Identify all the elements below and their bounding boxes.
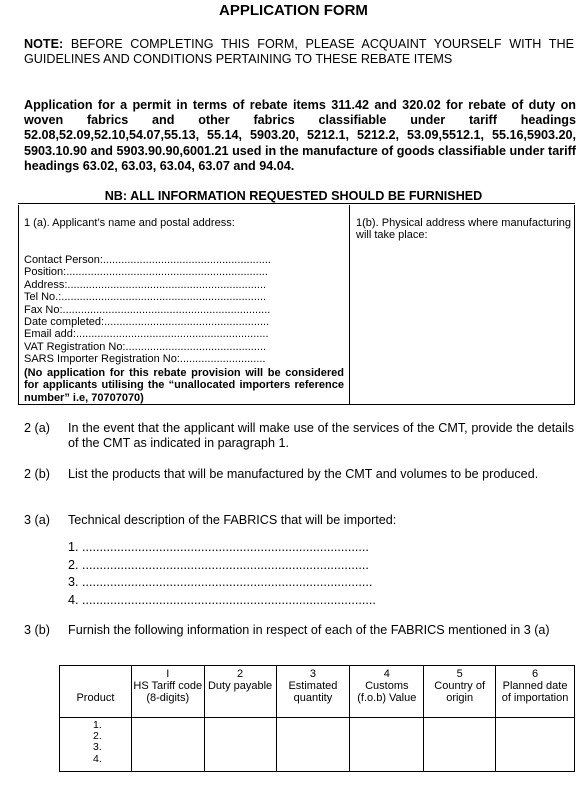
- table-header-row: [60, 666, 575, 718]
- header-estimated-quantity: 3 Estimated quantity: [276, 666, 350, 718]
- question-2a-text: In the event that the applicant will make use of the services of the CMT, provide the details of the CMT as indicated in paragraph 1.: [68, 421, 574, 451]
- note-text: BEFORE COMPLETING THIS FORM, PLEASE ACQUAINT YOURSELF WITH THE GUIDELINES AND CONDITIONS PERTAINING TO THESE REBATE ITEMS: [24, 37, 574, 66]
- question-2b-number: 2 (b): [24, 467, 50, 481]
- product-row-numbers: 1. 2. 3. 4.: [93, 719, 102, 765]
- table-row: [60, 718, 575, 772]
- applicant-box-divider: [349, 205, 350, 405]
- hs-tariff-code-cell[interactable]: [131, 718, 204, 772]
- product-cell[interactable]: [60, 718, 132, 772]
- question-3a-text: Technical description of the FABRICS that will be imported:: [68, 513, 397, 527]
- header-product: Product: [60, 666, 132, 718]
- question-3b-number: 3 (b): [24, 623, 50, 637]
- nb-underline: [18, 203, 575, 204]
- form-title: APPLICATION FORM: [219, 2, 368, 19]
- field-email[interactable]: Email add:...............................................................: [24, 328, 269, 341]
- field-date-completed[interactable]: Date completed:......................................................: [24, 316, 270, 329]
- field-fax-no[interactable]: Fax No:....................................................................: [24, 303, 271, 316]
- fabric-line-3[interactable]: 3. ...................................................................................: [68, 575, 373, 590]
- field-position[interactable]: Position:..................................................................: [24, 266, 268, 279]
- header-hs-tariff-code: I HS Tariff code (8-digits): [131, 666, 204, 718]
- application-paragraph: Application for a permit in terms of rebate items 311.42 and 320.02 for rebate of duty on woven fabrics and other fabrics classifiable under tariff headings 52.08,52.09,52.10,54.07,55.13, 55.14, 5903.20, 5212.1, 5212.2, 53.09,5512.1, 55.16,5903.20, 5903.10.90 and 5903.90.90,6001.21 used in the manufacture of goods classifiable under tariff headings 63.02, 63.03, 63.04, 63.07 and 94.04.: [24, 98, 576, 173]
- fabric-line-2[interactable]: 2. ..................................................................................: [68, 557, 369, 572]
- field-vat-registration[interactable]: VAT Registration No:..............................................: [24, 340, 267, 353]
- fabric-description-list: [68, 539, 376, 609]
- header-planned-date: 6 Planned date of importation: [496, 666, 575, 718]
- question-3a-number: 3 (a): [24, 513, 50, 527]
- note-paragraph: [24, 37, 574, 67]
- field-contact-person[interactable]: Contact Person:.......................................................: [24, 254, 271, 266]
- field-sars-importer-registration[interactable]: SARS Importer Registration No:............................: [24, 353, 266, 366]
- physical-address-label[interactable]: 1(b). Physical address where manufacturing will take place:: [356, 217, 571, 241]
- header-customs-value: 4 Customs (f.o.b) Value: [350, 666, 424, 718]
- fabric-line-1[interactable]: 1. ..................................................................................: [68, 540, 369, 554]
- header-country-of-origin: 5 Country of origin: [424, 666, 496, 718]
- customs-value-cell[interactable]: [350, 718, 424, 772]
- fabrics-table: [59, 665, 575, 772]
- applicant-fields: [24, 254, 271, 366]
- applicant-name-label: 1 (a). Applicant’s name and postal address:: [24, 217, 235, 229]
- note-label: NOTE:: [24, 37, 64, 51]
- applicant-box-note: (No application for this rebate provision will be considered for applicants utilising the “unallocated importers reference number” i.e, 70707070): [24, 367, 344, 404]
- fabric-line-4[interactable]: 4. ....................................................................................: [68, 592, 376, 607]
- question-2b-text: List the products that will be manufactured by the CMT and volumes to be produced.: [68, 467, 539, 481]
- question-2a-number: 2 (a): [24, 421, 50, 435]
- duty-payable-cell[interactable]: [204, 718, 276, 772]
- header-duty-payable: 2 Duty payable: [204, 666, 276, 718]
- estimated-quantity-cell[interactable]: [276, 718, 350, 772]
- field-address[interactable]: Address:.................................................................: [24, 278, 267, 291]
- question-3b-text: Furnish the following information in respect of each of the FABRICS mentioned in 3 (a): [68, 623, 550, 637]
- planned-date-cell[interactable]: [496, 718, 575, 772]
- nb-heading: NB: ALL INFORMATION REQUESTED SHOULD BE FURNISHED: [104, 189, 483, 203]
- country-of-origin-cell[interactable]: [424, 718, 496, 772]
- field-tel-no[interactable]: Tel No.:...................................................................: [24, 291, 267, 304]
